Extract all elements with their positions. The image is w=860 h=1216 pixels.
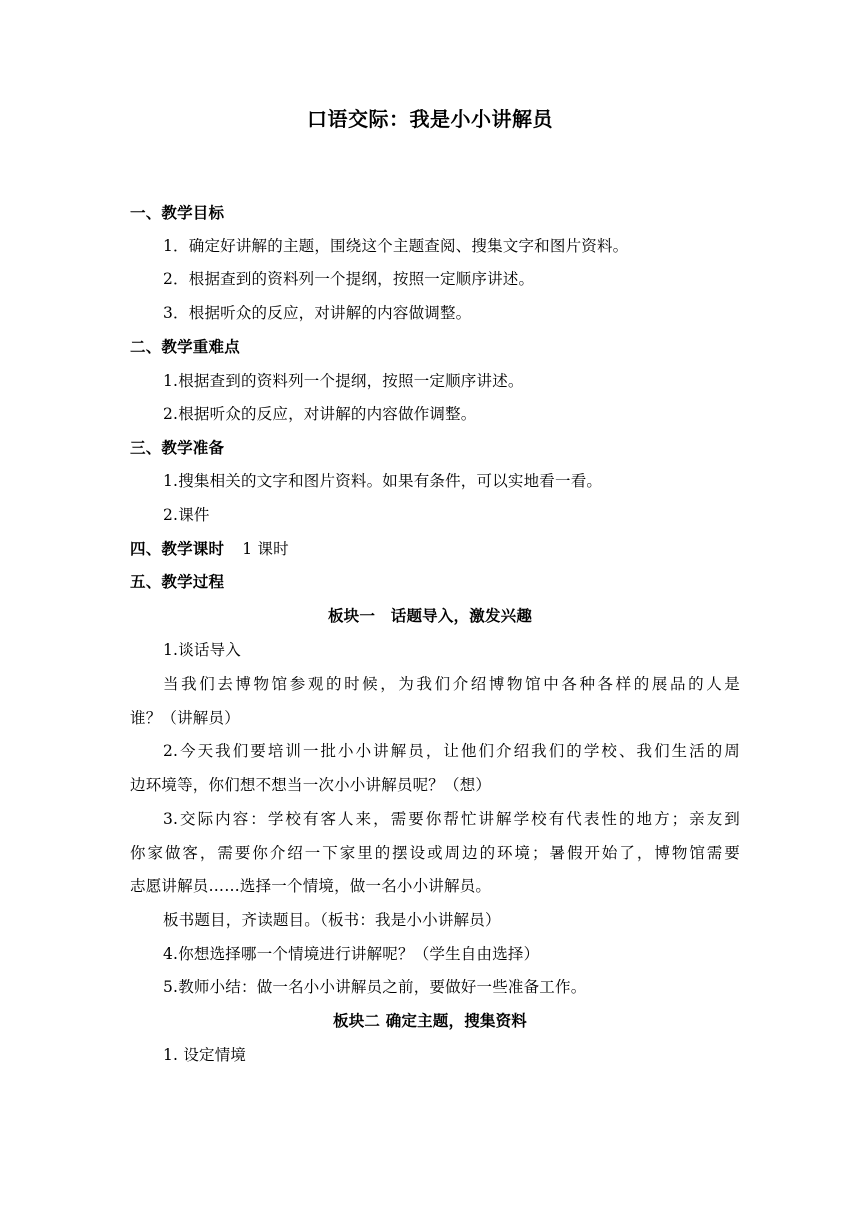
section-heading-preparation: 三、教学准备 xyxy=(130,439,225,457)
block-one-item-1: 1.谈话导入 xyxy=(163,641,241,659)
block-one-paragraph-1-line-1: 当我们去博物馆参观的时候，为我们介绍博物馆中各种各样的展品的人是 xyxy=(163,675,740,693)
preparation-item-1: 1.搜集相关的文字和图片资料。如果有条件，可以实地看一看。 xyxy=(163,472,603,490)
section-heading-key-points: 二、教学重难点 xyxy=(130,338,240,356)
hours-value: 1 课时 xyxy=(242,540,289,558)
key-point-item-2: 2.根据听众的反应，对讲解的内容做作调整。 xyxy=(163,405,477,423)
block-one-paragraph-3-line-3: 志愿讲解员……选择一个情境，做一名小小讲解员。 xyxy=(130,877,492,895)
block-two-item-1: 1. 设定情境 xyxy=(163,1046,247,1064)
preparation-item-2: 2.课件 xyxy=(163,506,210,524)
key-point-item-1: 1.根据查到的资料列一个提纲，按照一定顺序讲述。 xyxy=(163,372,524,390)
section-heading-hours: 四、教学课时 xyxy=(130,540,225,558)
block-one-paragraph-2-line-1: 2.今天我们要培训一批小小讲解员，让他们介绍我们的学校、我们生活的周 xyxy=(163,742,740,760)
block-one-paragraph-4: 板书题目，齐读题目。（板书：我是小小讲解员） xyxy=(163,911,501,929)
block-one-paragraph-2-line-2: 边环境等，你们想不想当一次小小讲解员呢？（想） xyxy=(130,776,492,794)
section-heading-process: 五、教学过程 xyxy=(130,573,225,591)
objective-item-2: 2．根据查到的资料列一个提纲，按照一定顺序讲述。 xyxy=(163,270,535,288)
block-one-paragraph-5: 4.你想选择哪一个情境进行讲解呢？（学生自由选择） xyxy=(163,945,540,963)
block-one-paragraph-3-line-2: 你家做客，需要你介绍一下家里的摆设或周边的环境；暑假开始了，博物馆需要 xyxy=(130,844,740,862)
section-hours-line xyxy=(130,538,740,560)
block-one-title: 板块一 话题导入，激发兴趣 xyxy=(327,607,533,625)
objective-item-1: 1．确定好讲解的主题，围绕这个主题查阅、搜集文字和图片资料。 xyxy=(163,237,629,255)
section-heading-objectives: 一、教学目标 xyxy=(130,204,225,222)
block-one-paragraph-6: 5.教师小结：做一名小小讲解员之前，要做好一些准备工作。 xyxy=(163,978,587,996)
block-two-title: 板块二 确定主题，搜集资料 xyxy=(333,1012,527,1030)
block-one-paragraph-3-line-1: 3.交际内容：学校有客人来，需要你帮忙讲解学校有代表性的地方；亲友到 xyxy=(163,810,740,828)
objective-item-3: 3．根据听众的反应，对讲解的内容做调整。 xyxy=(163,304,472,322)
document-title: 口语交际：我是小小讲解员 xyxy=(307,107,553,131)
block-one-paragraph-1-line-2: 谁？（讲解员） xyxy=(130,709,240,727)
